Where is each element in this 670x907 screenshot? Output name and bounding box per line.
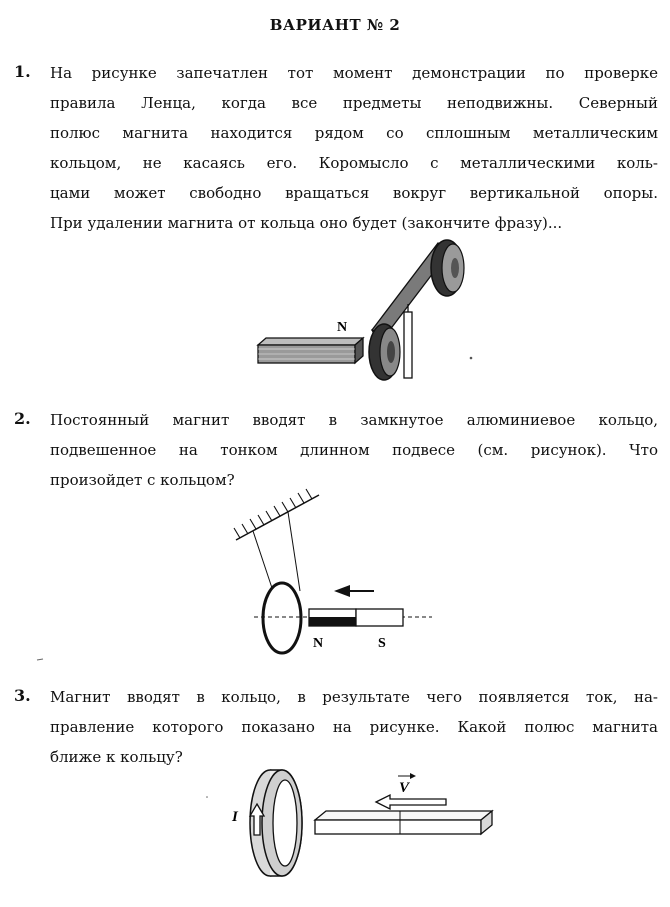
question-1-line: На рисунке запечатлен тот момент демонстрации по проверке (50, 64, 658, 82)
motion-arrow (376, 795, 446, 809)
velocity-label: V (399, 780, 410, 796)
current-label: I (232, 809, 238, 825)
question-3-number: 3. (14, 686, 31, 705)
question-1-line: При удалении магнита от кольца оно будет (закончите фразу)... (50, 214, 563, 232)
question-1-line: цами может свободно вращаться вокруг вертикальной опоры. (50, 184, 658, 202)
question-2-line: Постоянный магнит вводят в замкнутое алюминиевое кольцо, (50, 411, 658, 429)
vector-mark (398, 773, 416, 779)
question-3-line: правление которого показано на рисунке. Какой полюс магнита (50, 718, 658, 736)
question-1-line: правила Ленца, когда все предметы неподвижны. Северный (50, 94, 658, 112)
north-label: N (313, 636, 324, 651)
south-label: S (378, 636, 386, 651)
question-3-line: Магнит вводят в кольцо, в результате чего появляется ток, на- (50, 688, 658, 706)
question-3-line: ближе к кольцу? (50, 748, 183, 766)
page-title: ВАРИАНТ № 2 (269, 16, 401, 34)
north-pole-label: N (337, 320, 348, 335)
flat-bar-magnet (315, 811, 492, 834)
question-2-line: произойдет с кольцом? (50, 471, 235, 489)
question-2-line: подвешенное на тонком длинном подвесе (см. рисунок). Что (50, 441, 658, 459)
question-1-line: полюс магнита находится рядом со сплошным металлическим (50, 124, 658, 142)
question-1-line: кольцом, не касаясь его. Коромысло с металлическими коль- (50, 154, 658, 172)
question-2-number: 2. (14, 409, 31, 428)
question-1-number: 1. (14, 62, 31, 81)
